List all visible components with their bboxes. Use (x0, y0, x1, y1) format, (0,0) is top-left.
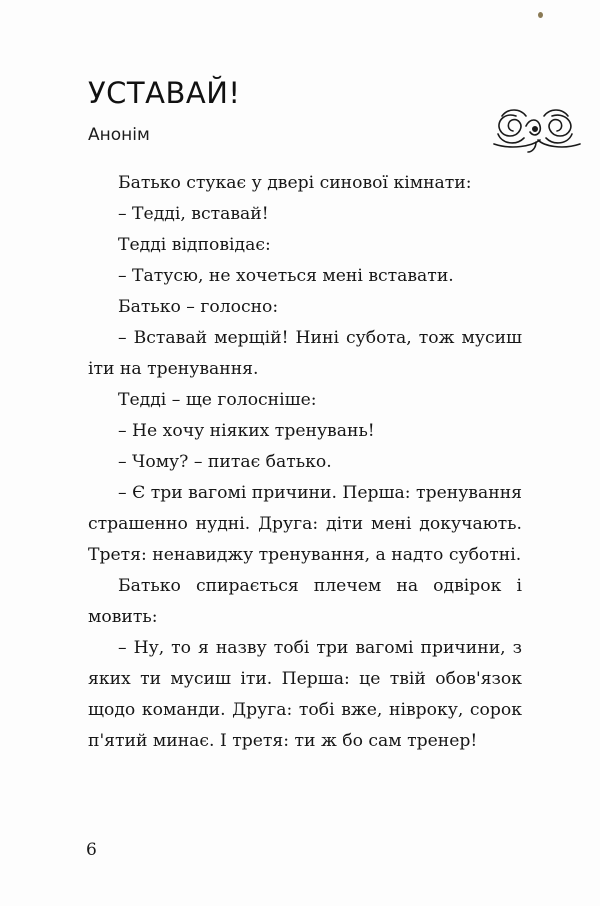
paragraph: Батько стукає у двері синової кімнати: (118, 173, 472, 193)
story-body (88, 168, 522, 757)
paragraph: – Тедді, вставай! (118, 204, 269, 224)
story-title: УСТАВАЙ! (88, 76, 241, 110)
paragraph: Тедді відповідає: (118, 235, 271, 255)
paragraph: – Ну, то я назву тобі три вагомі причини, з яких ти мусиш іти. Перша: це твій обов'язок щодо команди. Друга: тобі вже, нівроку, сорок п'ятий минає. І третя: ти ж бо сам тренер! (88, 638, 522, 751)
story-author: Анонім (88, 125, 150, 145)
paragraph: – Є три вагомі причини. Перша: тренування страшенно нудні. Друга: діти мені докучають. Третя: ненавиджу тренування, а надто суботні. (88, 483, 522, 565)
paragraph: – Не хочу ніяких тренувань! (118, 421, 375, 441)
paragraph: – Татусю, не хочеться мені вставати. (118, 266, 454, 286)
paragraph: Тедді – ще голосніше: (118, 390, 317, 410)
paragraph: Батько спирається плечем на одвірок і мовить: (88, 576, 522, 627)
corner-mark (538, 12, 543, 18)
decorative-flourish-icon (492, 100, 582, 156)
page-number: 6 (86, 840, 97, 860)
paragraph: – Вставай мерщій! Нині субота, тож мусиш іти на тренування. (88, 328, 522, 379)
paragraph: – Чому? – питає батько. (118, 452, 332, 472)
paragraph: Батько – голосно: (118, 297, 279, 317)
